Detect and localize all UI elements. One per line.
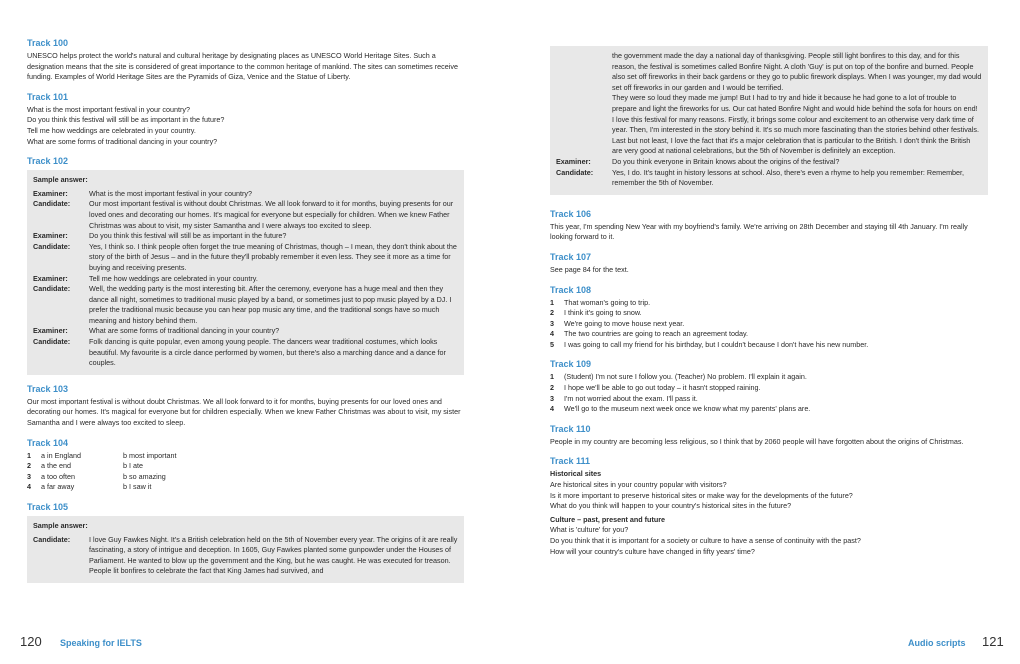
list-item	[550, 298, 988, 309]
track-105-heading: Track 105	[27, 502, 69, 512]
item-number: 3	[27, 471, 31, 481]
dialogue-line	[33, 284, 458, 326]
item-number: 4	[550, 404, 554, 414]
dialogue-line	[33, 535, 458, 577]
track-103-heading: Track 103	[27, 383, 69, 394]
right-column	[550, 44, 988, 557]
option-a: a far away	[41, 482, 75, 492]
item-text: I think it's going to snow.	[564, 308, 642, 318]
dialogue-line	[33, 199, 458, 231]
item-text: I hope we'll be able to go out today – it hasn't stopped raining.	[564, 383, 761, 393]
track-101-heading: Track 101	[27, 91, 69, 102]
dialogue-text: Well, the wedding party is the most interesting bit. After the ceremony, everyone has a huge meal and then they dance all night, sometimes to traditional music played by a band, or sometimes just to pop music played by a DJ. I prefer the traditional music because you can hear pop music any time, and the traditional songs have so much meaning and history behind them.	[89, 284, 452, 325]
option-b: b so amazing	[123, 471, 166, 481]
track-107-text: See page 84 for the text.	[550, 264, 629, 274]
option-b: b I ate	[123, 461, 143, 471]
speaker-label: Examiner:	[33, 326, 68, 336]
list-item	[550, 340, 988, 351]
track-101-line: What is the most important festival in your country?	[27, 104, 190, 114]
option-b: b I saw it	[123, 482, 152, 492]
list-item	[550, 394, 988, 405]
continued-text	[556, 51, 982, 93]
speaker-label: Examiner:	[33, 188, 68, 198]
track-104-pairs	[27, 451, 464, 493]
dialogue-line	[33, 326, 458, 337]
track-102-heading: Track 102	[27, 156, 69, 167]
item-number: 4	[550, 329, 554, 339]
speaker-label: Candidate:	[556, 167, 594, 177]
item-text: We'll go to the museum next week once we know what my parents' plans are.	[564, 404, 811, 414]
continued-paragraph: the government made the day a national day of thanksgiving. People still light bonfires to this day, and for this reason, the festival is sometimes called Bonfire Night. A cloth 'Guy' is put on top of the bonfire and burned. People also set off fireworks in their back gardens or they go to public firework displays. When I was younger, my dad would set off fireworks in our garden and I would be terrified.	[612, 51, 982, 92]
question-line: How will your country's culture have changed in fifty years' time?	[550, 546, 755, 556]
dialogue-text: Tell me how weddings are celebrated in your country.	[89, 273, 258, 283]
list-item	[550, 404, 988, 415]
left-column	[27, 38, 464, 583]
page-footer	[0, 630, 1020, 652]
speaker-label: Examiner:	[33, 231, 68, 241]
dialogue-text: Yes, I think so. I think people often forget the true meaning of Christmas, though – I mean, they don't think about the story of the birth of Jesus – and in the future they'll probably remember it even less. They see it more as a time for buying and receiving presents.	[89, 241, 457, 272]
dialogue-text: What are some forms of traditional dancing in your country?	[89, 326, 280, 336]
dialogue-line	[556, 168, 982, 189]
dialogue-text: Yes, I do. It's taught in history lessons at school. Also, there's even a rhyme to help you remember: Remember, remember the 5th of November.	[612, 167, 965, 188]
dialogue-text: Folk dancing is quite popular, even among young people. The dancers wear traditional costumes, which looks beautiful. My favourite is a circle dance performed by women, but there's also a marching dance and a dance for couples.	[89, 337, 446, 368]
continued-paragraph: They were so loud they made me jump! But I had to try and hide it because he had gone to a lot of trouble to prepare and light the fireworks for us. Our cat hated Bonfire Night and would hide behind the sofa for hours on end!	[612, 93, 978, 113]
track-106-text: This year, I'm spending New Year with my boyfriend's family. We're arriving on 28th December and staying till 4th January. I'm really looking forward to it.	[550, 221, 968, 242]
dialogue-line	[33, 231, 458, 242]
item-number: 3	[550, 393, 554, 403]
sample-answer-label: Sample answer:	[33, 521, 88, 530]
item-number: 2	[550, 308, 554, 318]
sample-answer-label: Sample answer:	[33, 175, 88, 185]
speaker-label: Candidate:	[33, 284, 71, 294]
question-line: Are historical sites in your country popular with visitors?	[550, 480, 727, 490]
dialogue-text: Do you think this festival will still be as important in the future?	[89, 231, 287, 241]
track-105-sample-box	[27, 516, 464, 583]
track-101-line: What are some forms of traditional dancing in your country?	[27, 136, 218, 146]
continued-text	[556, 93, 982, 114]
left-page-number: 120	[20, 634, 42, 649]
item-number: 2	[27, 461, 31, 471]
track-105-continued-box	[550, 46, 988, 195]
track-104-heading: Track 104	[27, 437, 69, 448]
item-number: 4	[27, 482, 31, 492]
list-item	[550, 383, 988, 394]
dialogue-text: Our most important festival is without doubt Christmas. We all look forward to it for months, buying presents for our loved ones and decorating our homes. It's magical for everyone but especially for children. When we knew Father Christmas was about to visit, my sister Samantha and I were always too excited to sleep.	[89, 199, 454, 230]
item-number: 1	[550, 297, 554, 307]
speaker-label: Examiner:	[556, 156, 591, 166]
speaker-label: Examiner:	[33, 273, 68, 283]
speaker-label: Candidate:	[33, 199, 71, 209]
speaker-label: Candidate:	[33, 241, 71, 251]
item-text: The two countries are going to reach an agreement today.	[564, 329, 749, 339]
dialogue-line	[33, 337, 458, 369]
item-text: I was going to call my friend for his birthday, but I couldn't because I don't have his new number.	[564, 339, 869, 349]
dialogue-line	[33, 189, 458, 200]
continued-text	[556, 115, 982, 157]
question-line: Is it more important to preserve historical sites or make way for the developments of the future?	[550, 490, 853, 500]
dialogue-line	[33, 242, 458, 274]
track-103-text: Our most important festival is without doubt Christmas. We all look forward to it for months, buying presents for our loved ones and decorating our homes. It's magical for everyone but for children especially. When we knew Father Christmas was about to visit, my sister Samantha and I were always too excited to sleep.	[27, 396, 461, 428]
dialogue-text: I love Guy Fawkes Night. It's a British celebration held on the 5th of November every year. The origins of it are really fascinating, a story of intrigue and deception. In 1605, Guy Fawkes planted some gunpowder under the Houses of Parliament. He wanted to blow up the government and the King, but he was caught. He was executed for treason. People lit bonfires to celebrate the fact that King James had survived, and	[89, 534, 458, 576]
right-page-number: 121	[982, 634, 1004, 649]
item-number: 5	[550, 339, 554, 349]
option-b: b most important	[123, 450, 177, 460]
item-number: 3	[550, 318, 554, 328]
item-text: (Student) I'm not sure I follow you. (Teacher) No problem. I'll explain it again.	[564, 372, 807, 382]
left-running-title: Speaking for IELTS	[60, 638, 142, 648]
track-100-heading: Track 100	[27, 38, 69, 48]
track-102-sample-box	[27, 170, 464, 375]
dialogue-text: Do you think everyone in Britain knows about the origins of the festival?	[612, 156, 840, 166]
list-item	[550, 319, 988, 330]
subheading-historical-sites: Historical sites	[550, 469, 602, 479]
track-109-heading: Track 109	[550, 359, 592, 370]
track-107-heading: Track 107	[550, 251, 592, 262]
dialogue-line	[33, 274, 458, 285]
track-100-text: UNESCO helps protect the world's natural and cultural heritage by designating places as UNESCO World Heritage Sites. Such a designation means that the site is considered of great importance to the common heritage of mankind. The sites can sometimes receive funding. Examples of World Heritage Sites are the Pyramids of Giza, Venice and the Statue of Liberty.	[27, 51, 458, 82]
right-running-title: Audio scripts	[908, 638, 966, 648]
question-line: What is 'culture' for you?	[550, 525, 629, 535]
item-text: That woman's going to trip.	[564, 297, 651, 307]
continued-paragraph: I love this festival for many reasons. Firstly, it brings some colour and excitement to an otherwise very dark time of year. Then, I'm interested in the story behind it. It's so much more fascinating than the stories behind other festivals. Last but not least, I love the fact that it's a major celebration that is particular to the British. I don't think the British are very good at national celebrations, but the 5th of November is definitely an exception.	[612, 114, 979, 156]
track-101-line: Do you think this festival will still be as important in the future?	[27, 115, 225, 125]
item-text: I'm not worried about the exam. I'll pass it.	[564, 393, 698, 403]
track-106-heading: Track 106	[550, 208, 592, 219]
speaker-label: Candidate:	[33, 534, 71, 544]
track-110-heading: Track 110	[550, 423, 591, 434]
item-number: 1	[550, 372, 554, 382]
dialogue-line	[556, 157, 982, 168]
option-a: a too often	[41, 471, 75, 481]
track-110-text: People in my country are becoming less religious, so I think that by 2060 people will have forgotten about the origins of Christmas.	[550, 436, 964, 446]
speaker-label: Candidate:	[33, 337, 71, 347]
dialogue-text: What is the most important festival in your country?	[89, 188, 252, 198]
list-item	[550, 308, 988, 319]
item-text: We're going to move house next year.	[564, 318, 685, 328]
item-number: 2	[550, 383, 554, 393]
list-item	[550, 329, 988, 340]
track-108-heading: Track 108	[550, 284, 592, 295]
item-number: 1	[27, 450, 31, 460]
subheading-culture: Culture – past, present and future	[550, 514, 666, 524]
track-101-line: Tell me how weddings are celebrated in your country.	[27, 125, 196, 135]
question-line: What do you think will happen to your country's historical sites in the future?	[550, 501, 792, 511]
option-a: a the end	[41, 461, 71, 471]
option-a: a in England	[41, 450, 81, 460]
question-line: Do you think that it is important for a society or culture to have a sense of continuity with the past?	[550, 536, 861, 545]
track-111-heading: Track 111	[550, 456, 591, 467]
list-item	[550, 372, 988, 383]
